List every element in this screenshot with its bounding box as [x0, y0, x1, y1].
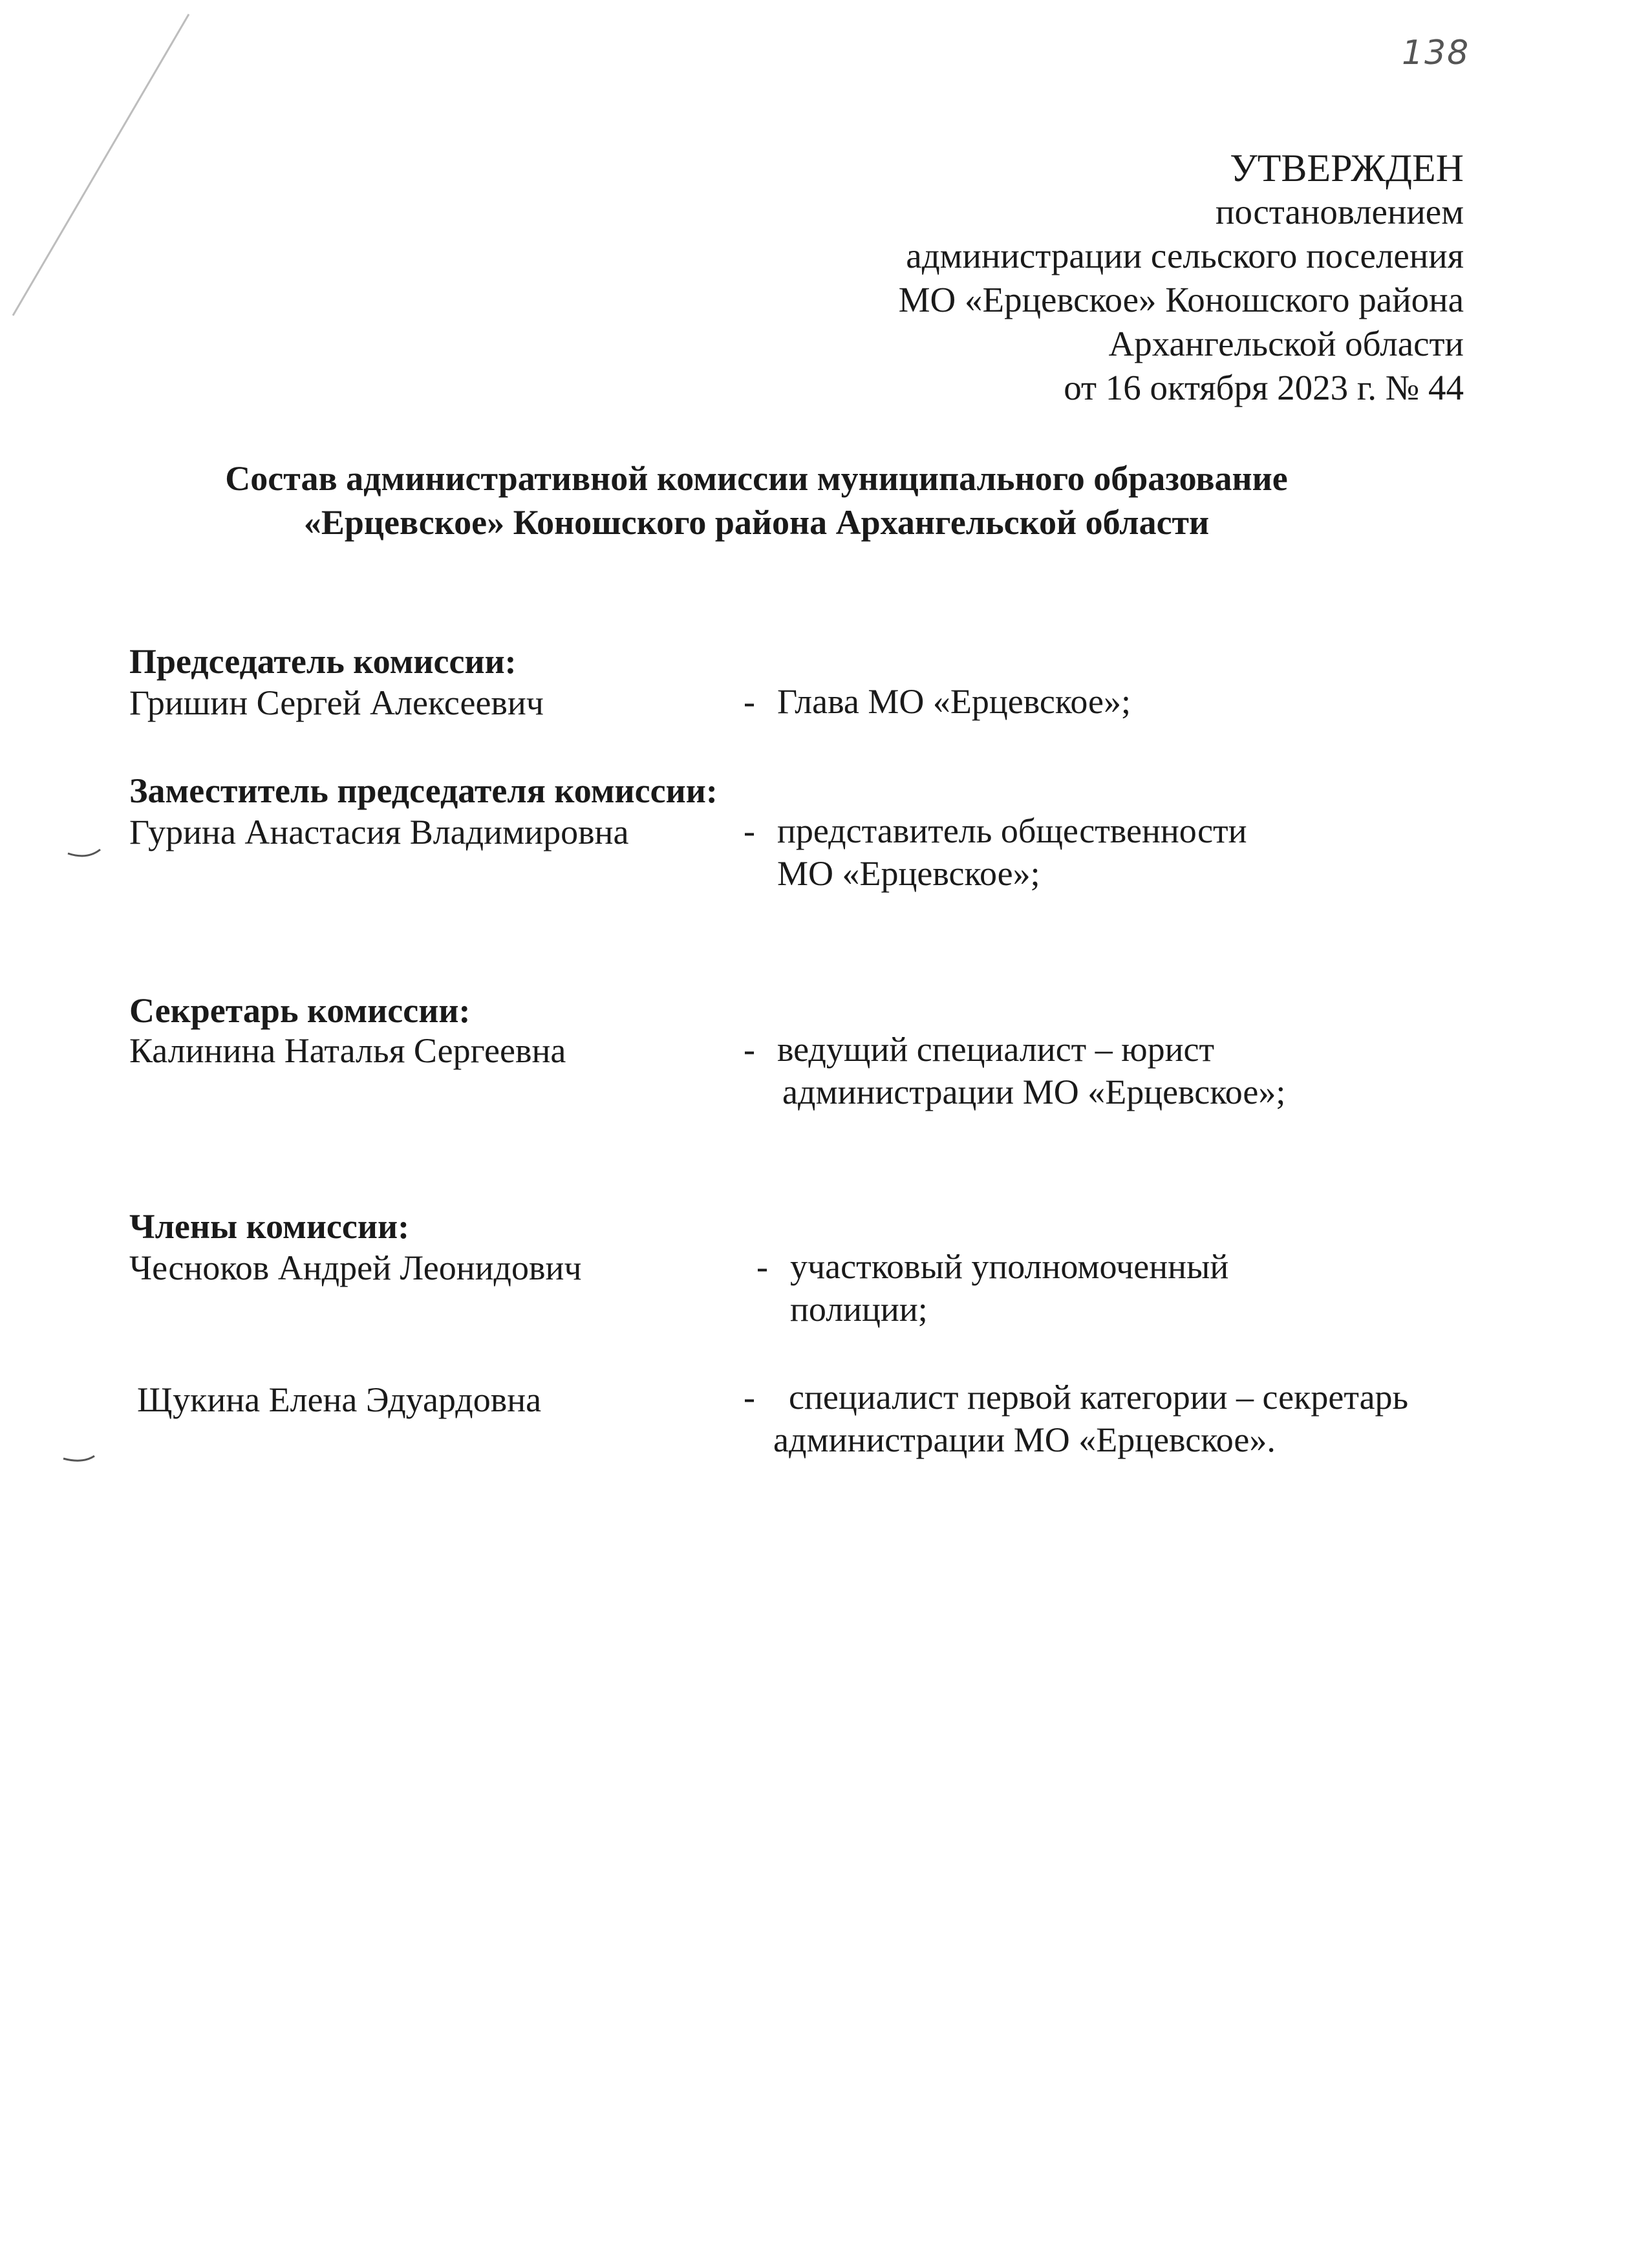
approval-line: Архангельской области [1108, 324, 1464, 363]
role-line: представитель общественности [777, 811, 1247, 850]
secretary-name: Калинина Наталья Сергеевна [129, 1031, 566, 1070]
role-line: участковый уполномоченный [790, 1247, 1229, 1286]
approval-title: УТВЕРЖДЕН [1230, 147, 1464, 189]
document-title-line: «Ерцевское» Коношского района Архангельской области [303, 503, 1210, 542]
member-role [756, 1245, 1228, 1331]
chair-heading: Председатель комиссии: [129, 642, 517, 681]
approval-block [899, 146, 1464, 410]
deputy-name: Гурина Анастасия Владимировна [129, 813, 629, 851]
secretary-heading: Секретарь комиссии: [129, 991, 471, 1030]
document-title [129, 456, 1384, 544]
deputy-heading: Заместитель председателя комиссии: [129, 771, 718, 810]
role-line: полиции; [790, 1290, 928, 1329]
role-dash: - [744, 682, 755, 721]
approval-line: МО «Ерцевское» Коношского района [898, 280, 1464, 319]
chair-role [744, 680, 1131, 723]
member-role [744, 1376, 1408, 1461]
role-dash: - [744, 1030, 755, 1069]
role-dash: - [744, 1378, 755, 1417]
document-title-line: Состав административной комиссии муниципального образование [225, 459, 1288, 498]
role-dash: - [744, 811, 755, 850]
role-line: администрации МО «Ерцевское»; [782, 1073, 1286, 1111]
approval-line: администрации сельского поселения [906, 236, 1464, 275]
role-line: администрации МО «Ерцевское». [773, 1420, 1276, 1459]
member-name: Щукина Елена Эдуардовна [137, 1380, 542, 1419]
role-line: МО «Ерцевское»; [777, 854, 1040, 893]
approval-date-line: от 16 октября 2023 г. № 44 [1064, 368, 1464, 407]
page-number: 138 [1402, 34, 1470, 72]
deputy-role [744, 809, 1247, 895]
role-line: Глава МО «Ерцевское»; [777, 682, 1131, 721]
chair-name: Гришин Сергей Алексеевич [129, 683, 544, 722]
secretary-role [744, 1028, 1285, 1113]
member-name: Чесноков Андрей Леонидович [129, 1248, 582, 1287]
approval-line: постановлением [1216, 192, 1464, 231]
members-heading: Члены комиссии: [129, 1207, 410, 1246]
role-line: ведущий специалист – юрист [777, 1030, 1215, 1069]
role-line: специалист первой категории – секретарь [789, 1378, 1409, 1417]
role-dash: - [756, 1247, 768, 1286]
